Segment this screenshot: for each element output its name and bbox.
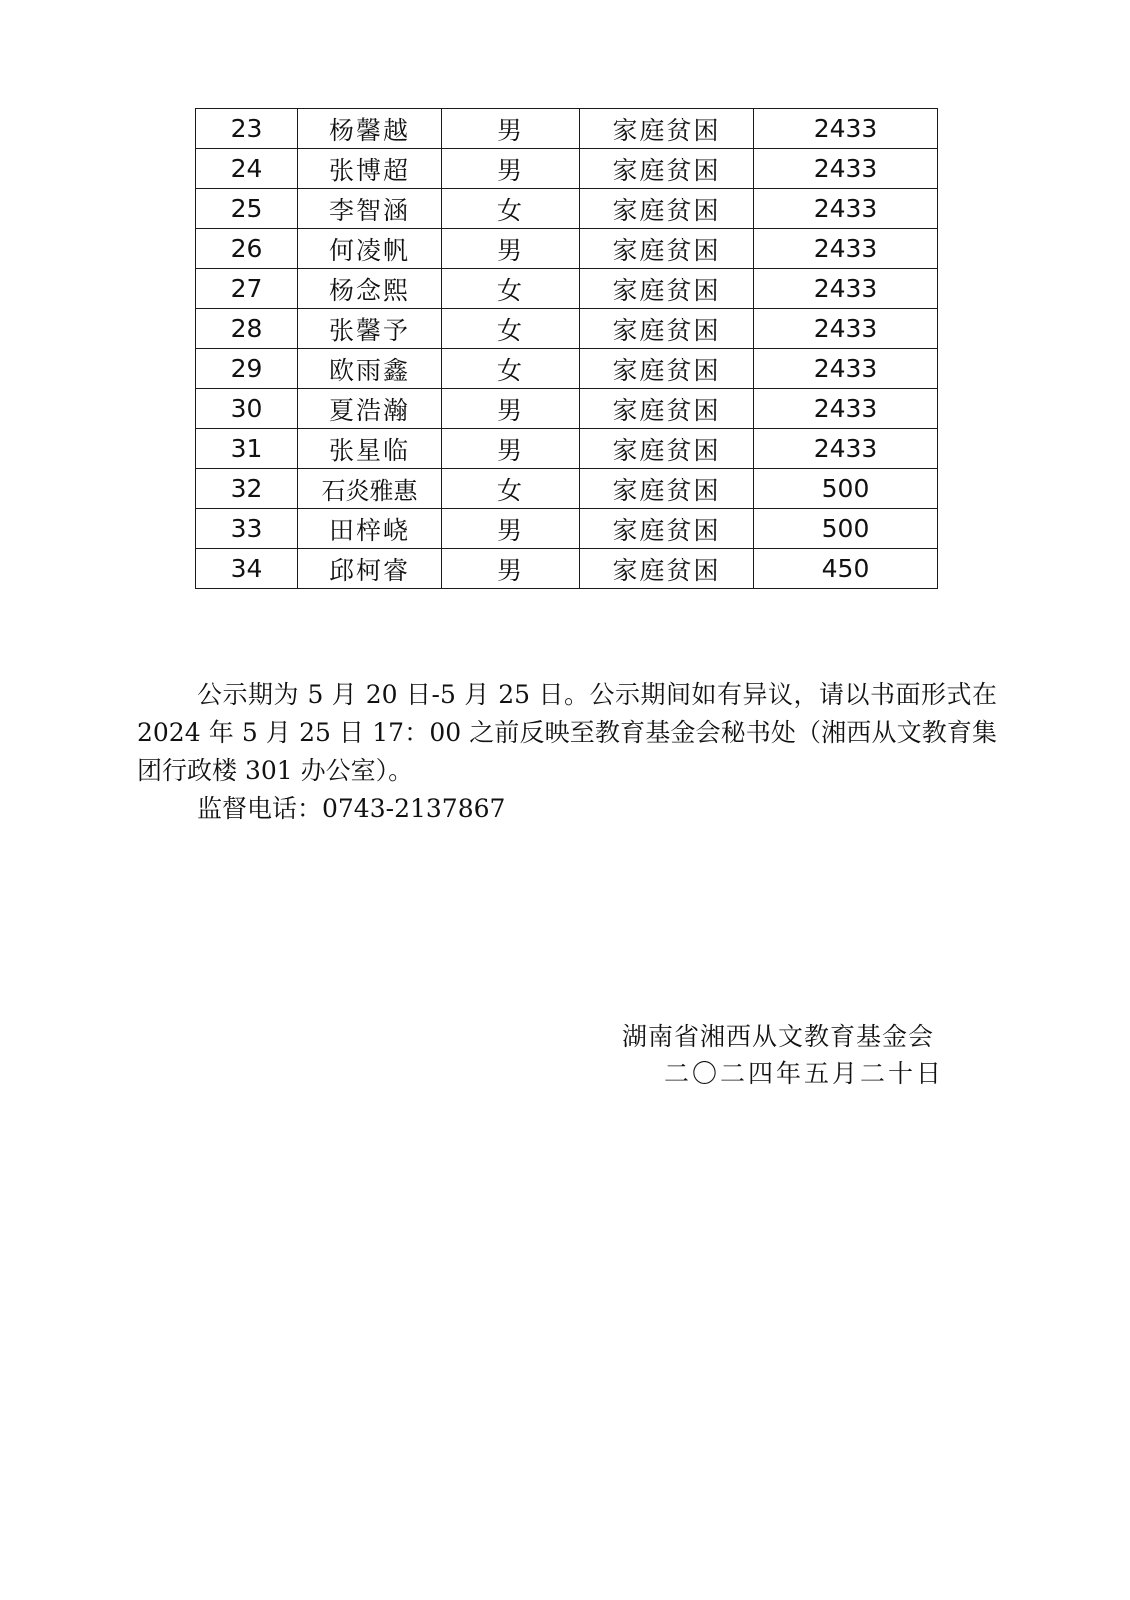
cell-reason: 家庭贫困	[580, 389, 754, 429]
cell-amount: 2433	[754, 149, 938, 189]
cell-gender: 男	[442, 509, 580, 549]
cell-name: 欧雨鑫	[298, 349, 442, 389]
table-row	[196, 109, 938, 149]
table-row	[196, 469, 938, 509]
notice-paragraph: 公示期为 5 月 20 日-5 月 25 日。公示期间如有异议，请以书面形式在 2024 年 5 月 25 日 17：00 之前反映至教育基金会秘书处（湘西从文教育集团行政楼 301 办公室）。	[137, 680, 997, 785]
cell-number: 24	[196, 149, 298, 189]
cell-name: 杨念熙	[298, 269, 442, 309]
cell-amount: 2433	[754, 309, 938, 349]
cell-number: 32	[196, 469, 298, 509]
table-row	[196, 509, 938, 549]
cell-gender: 女	[442, 189, 580, 229]
table-row	[196, 389, 938, 429]
cell-number: 25	[196, 189, 298, 229]
cell-gender: 女	[442, 309, 580, 349]
cell-reason: 家庭贫困	[580, 349, 754, 389]
cell-gender: 男	[442, 549, 580, 589]
cell-number: 33	[196, 509, 298, 549]
table-row	[196, 429, 938, 469]
cell-number: 28	[196, 309, 298, 349]
cell-name: 夏浩瀚	[298, 389, 442, 429]
cell-amount: 2433	[754, 109, 938, 149]
cell-reason: 家庭贫困	[580, 269, 754, 309]
table-row	[196, 229, 938, 269]
signature-organization: 湖南省湘西从文教育基金会	[622, 1022, 935, 1051]
cell-name: 何凌帆	[298, 229, 442, 269]
cell-name: 张馨予	[298, 309, 442, 349]
cell-amount: 2433	[754, 269, 938, 309]
cell-name: 张星临	[298, 429, 442, 469]
table-row	[196, 149, 938, 189]
cell-number: 23	[196, 109, 298, 149]
cell-amount: 2433	[754, 389, 938, 429]
cell-reason: 家庭贫困	[580, 429, 754, 469]
signature-date: 二〇二四年五月二十日	[664, 1059, 945, 1088]
cell-gender: 女	[442, 269, 580, 309]
cell-reason: 家庭贫困	[580, 109, 754, 149]
cell-name: 张博超	[298, 149, 442, 189]
supervision-phone: 监督电话：0743-2137867	[197, 794, 506, 823]
cell-gender: 男	[442, 109, 580, 149]
cell-name: 石炎雅惠	[298, 469, 442, 509]
cell-amount: 2433	[754, 229, 938, 269]
cell-gender: 男	[442, 429, 580, 469]
cell-amount: 2433	[754, 429, 938, 469]
cell-reason: 家庭贫困	[580, 469, 754, 509]
cell-number: 30	[196, 389, 298, 429]
cell-gender: 男	[442, 389, 580, 429]
table-row	[196, 549, 938, 589]
cell-number: 31	[196, 429, 298, 469]
cell-number: 34	[196, 549, 298, 589]
cell-amount: 500	[754, 509, 938, 549]
cell-name: 邱柯睿	[298, 549, 442, 589]
cell-name: 李智涵	[298, 189, 442, 229]
cell-reason: 家庭贫困	[580, 189, 754, 229]
table-row	[196, 269, 938, 309]
cell-reason: 家庭贫困	[580, 509, 754, 549]
cell-reason: 家庭贫困	[580, 149, 754, 189]
table-body	[196, 109, 938, 589]
cell-reason: 家庭贫困	[580, 309, 754, 349]
notice-block	[137, 676, 997, 790]
recipient-table	[195, 108, 938, 589]
cell-amount: 450	[754, 549, 938, 589]
cell-number: 26	[196, 229, 298, 269]
cell-gender: 女	[442, 349, 580, 389]
cell-amount: 500	[754, 469, 938, 509]
cell-gender: 男	[442, 149, 580, 189]
cell-reason: 家庭贫困	[580, 549, 754, 589]
cell-number: 29	[196, 349, 298, 389]
cell-gender: 女	[442, 469, 580, 509]
cell-amount: 2433	[754, 189, 938, 229]
cell-gender: 男	[442, 229, 580, 269]
cell-name: 杨馨越	[298, 109, 442, 149]
table-row	[196, 309, 938, 349]
cell-amount: 2433	[754, 349, 938, 389]
cell-number: 27	[196, 269, 298, 309]
table-row	[196, 349, 938, 389]
cell-reason: 家庭贫困	[580, 229, 754, 269]
table-row	[196, 189, 938, 229]
cell-name: 田梓峣	[298, 509, 442, 549]
